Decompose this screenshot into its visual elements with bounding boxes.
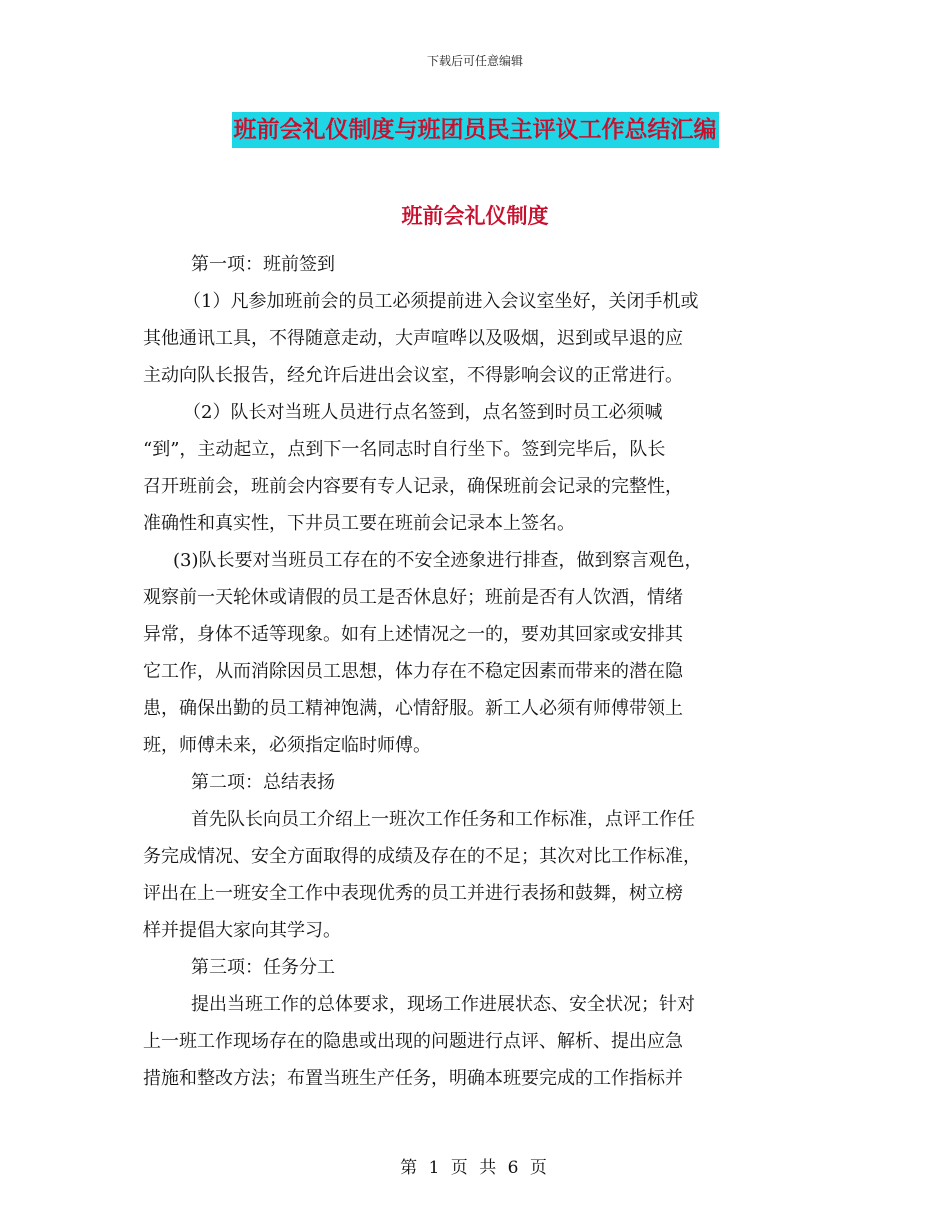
text-line: 召开班前会，班前会内容要有专人记录，确保班前会记录的完整性， [143, 476, 683, 497]
text-line: 措施和整改方法；布置当班生产任务，明确本班要完成的工作指标并 [143, 1068, 683, 1089]
header-note: 下载后可任意编辑 [426, 54, 523, 68]
text-line: 样并提倡大家向其学习。 [143, 920, 341, 941]
text-line: 观察前一天轮休或请假的员工是否休息好；班前是否有人饮酒，情绪 [143, 587, 683, 608]
text-line: 评出在上一班安全工作中表现优秀的员工并进行表扬和鼓舞，树立榜 [143, 883, 683, 904]
text-line: （2）队长对当班人员进行点名签到，点名签到时员工必须喊 [183, 402, 663, 423]
text-line: 第二项：总结表扬 [191, 772, 335, 793]
text-line: 上一班工作现场存在的隐患或出现的问题进行点评、解析、提出应急 [143, 1031, 683, 1052]
text-line: 患，确保出勤的员工精神饱满，心情舒服。新工人必须有师傅带领上 [143, 698, 683, 719]
text-line: 首先队长向员工介绍上一班次工作任务和工作标准，点评工作任 [191, 809, 695, 830]
page-footer: 第 1 页 共 6 页 [400, 1158, 550, 1178]
text-line: 准确性和真实性，下井员工要在班前会记录本上签名。 [143, 513, 575, 534]
body-text [143, 246, 823, 1097]
text-line: (3)队长要对当班员工存在的不安全迹象进行排查，做到察言观色， [173, 550, 703, 571]
text-line: 异常，身体不适等现象。如有上述情况之一的，要劝其回家或安排其 [143, 624, 683, 645]
text-line: 其他通讯工具，不得随意走动，大声喧哗以及吸烟，迟到或早退的应 [143, 328, 683, 349]
text-line: 它工作，从而消除因员工思想，体力存在不稳定因素而带来的潜在隐 [143, 661, 683, 682]
document-title-wrapper [0, 112, 950, 148]
text-line: 第三项：任务分工 [191, 957, 335, 978]
text-line: （1）凡参加班前会的员工必须提前进入会议室坐好，关闭手机或 [183, 291, 699, 312]
document-title: 班前会礼仪制度与班团员民主评议工作总结汇编 [232, 112, 719, 148]
section-title: 班前会礼仪制度 [401, 203, 549, 228]
text-line: 务完成情况、安全方面取得的成绩及存在的不足；其次对比工作标准， [143, 846, 701, 867]
text-line: 第一项：班前签到 [191, 254, 335, 275]
text-line: 班，师傅未来，必须指定临时师傅。 [143, 735, 431, 756]
text-line: 主动向队长报告，经允许后进出会议室，不得影响会议的正常进行。 [143, 365, 683, 386]
text-line: “到”，主动起立，点到下一名同志时自行坐下。签到完毕后，队长 [143, 439, 666, 460]
text-line: 提出当班工作的总体要求，现场工作进展状态、安全状况；针对 [191, 994, 695, 1015]
